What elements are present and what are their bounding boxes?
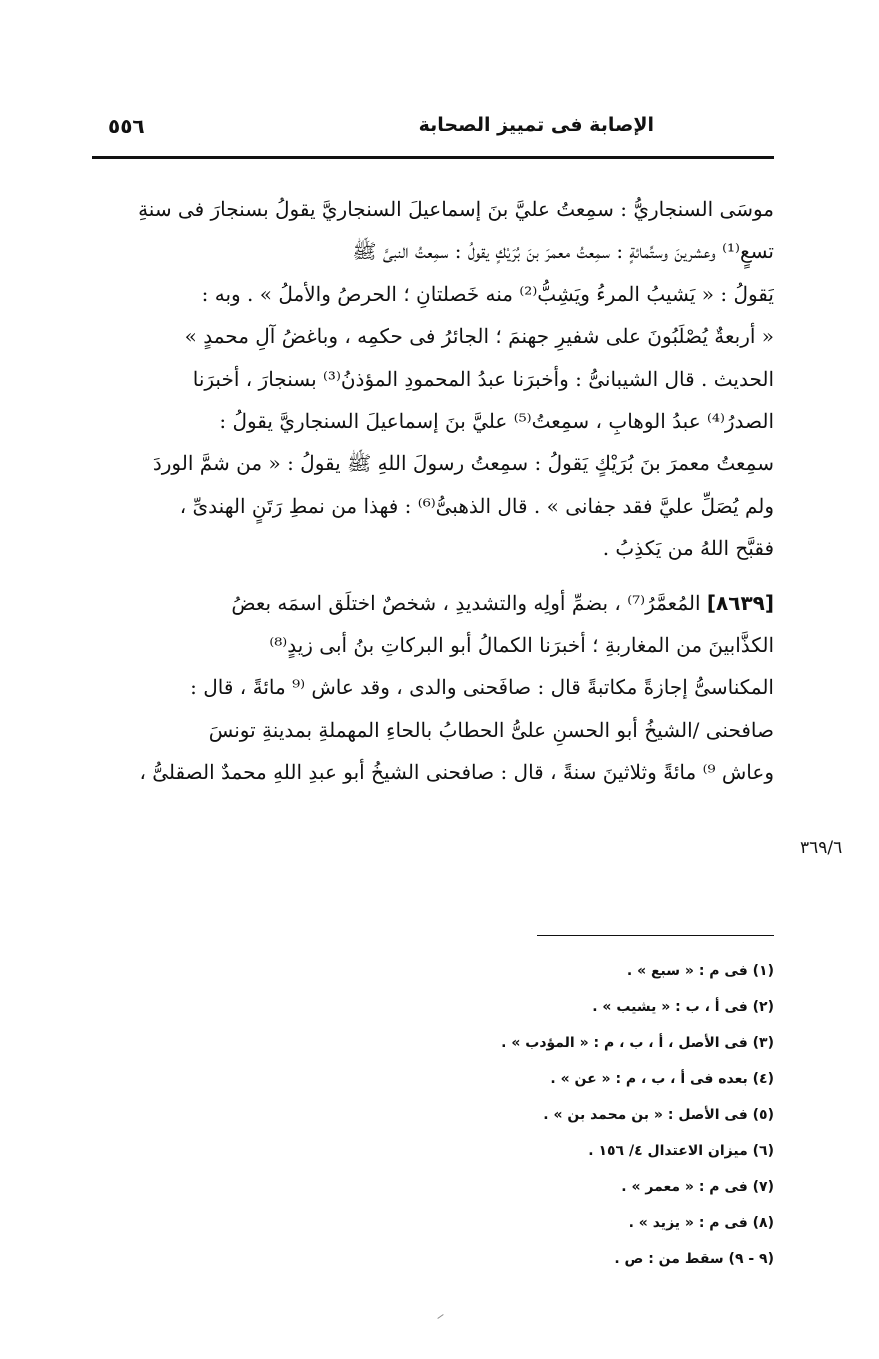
text-line: الحديث . قال الشيبانىُّ : وأخبرَنا عبدُ المحمودِ المؤذنُ⁽³⁾ بسنجارَ ، أخبرَنا [192,366,774,391]
running-title: الإصابة فى تمييز الصحابة [418,114,654,136]
text-line: سمِعتُ معمرَ بنَ بُرَيْكٍ يَقولُ : سمِعتُ رسولَ اللهِ ﷺ يقولُ : « من شمَّ الوردَ [152,451,774,476]
text-line: تسعٍ⁽¹⁾ وعشرينَ وستِّمائةٍ : سمِعتُ معمرَ بنَ بُرَيْكٍ يقولُ : سمِعتُ النبىَّ ﷺ [352,239,774,264]
footnote: (٤) بعده فى أ ، ب ، م : « عن » . [550,1071,774,1087]
text-line: الصدرُ⁽⁴⁾ عبدُ الوهابِ ، سمِعتُ⁽⁵⁾ عليَّ بنَ إسماعيلَ السنجاريَّ يقولُ : [219,408,774,433]
text-line: صافحنى /الشيخُ أبو الحسنِ علىُّ الحطابُ بالحاءِ المهملةِ بمدينةِ تونسَ [208,717,774,742]
footnote: (٢) فى أ ، ب : « يشيب » . [592,999,774,1015]
page-number: ٥٥٦ [108,114,145,138]
header-rule [92,156,774,159]
text-line: ولم يُصَلِّ عليَّ فقد جفانى » . قال الذهبىُّ⁽⁶⁾ : فهذا من نمطِ رَتَنٍ الهندىِّ ، [179,493,774,518]
main-text [92,188,774,793]
entry-number: [٨٦٣٩] [706,590,774,615]
margin-reference: ٣٦٩/٦ [800,838,843,858]
footnote: (٣) فى الأصل ، أ ، ب ، م : « المؤدب » . [501,1035,774,1051]
text-line: وعاش ⁹⁾ مائةً وثلاثينَ سنةً ، قال : صافحنى الشيخُ أبو عبدِ اللهِ محمدٌ الصقلىُّ ، [139,760,774,785]
footnote-rule [537,935,774,936]
paragraph-gap [92,570,774,582]
text-line: موسَى السنجاريُّ : سمِعتُ عليَّ بنَ إسماعيلَ السنجاريَّ يقولُ بسنجارَ فى سنةِ [138,197,774,221]
text-line: الكذَّابينَ من المغاربةِ ؛ أخبرَنا الكمالُ أبو البركاتِ بنُ أبى زيدٍ⁽⁸⁾ [269,632,774,657]
text-line: المكناسىُّ إجازةً مكاتبةً قال : صافَحنى والدى ، وقد عاش ⁽⁹ مائةً ، قال : [190,675,774,700]
page-header [92,110,774,160]
footnote: (١) فى م : « سبع » . [626,963,774,979]
text-line: فقبَّح اللهُ من يَكذِبُ . [602,536,774,561]
scan-mark [437,1314,443,1319]
footnote: (٨) فى م : « يزيد » . [628,1215,774,1231]
footnote: (٧) فى م : « معمر » . [621,1179,774,1195]
text-line: يَقولُ : « يَشيبُ المرءُ ويَشِبُّ⁽²⁾ منه خَصلتانِ ؛ الحرصُ والأملُ » . وبه : [201,281,774,306]
footnote: (٩ - ٩) سقط من : ص . [614,1251,774,1267]
entry-first-line [92,582,774,624]
text-line: « أربعةٌ يُصْلَبُونَ على شفيرِ جهنمَ ؛ الجائرُ فى حكمِه ، وباغضُ آلِ محمدٍ » [184,324,774,349]
footnote: (٥) فى الأصل : « بن محمد بن » . [543,1107,774,1123]
footnotes [374,953,774,1277]
footnote: (٦) ميزان الاعتدال ٤/ ١٥٦ . [588,1143,774,1159]
entry-heading-text: المُعمَّرُ⁽⁷⁾ ، بضمِّ أولِه والتشديدِ ، شخصٌ اختلَق اسمَه بعضُ [231,590,701,615]
